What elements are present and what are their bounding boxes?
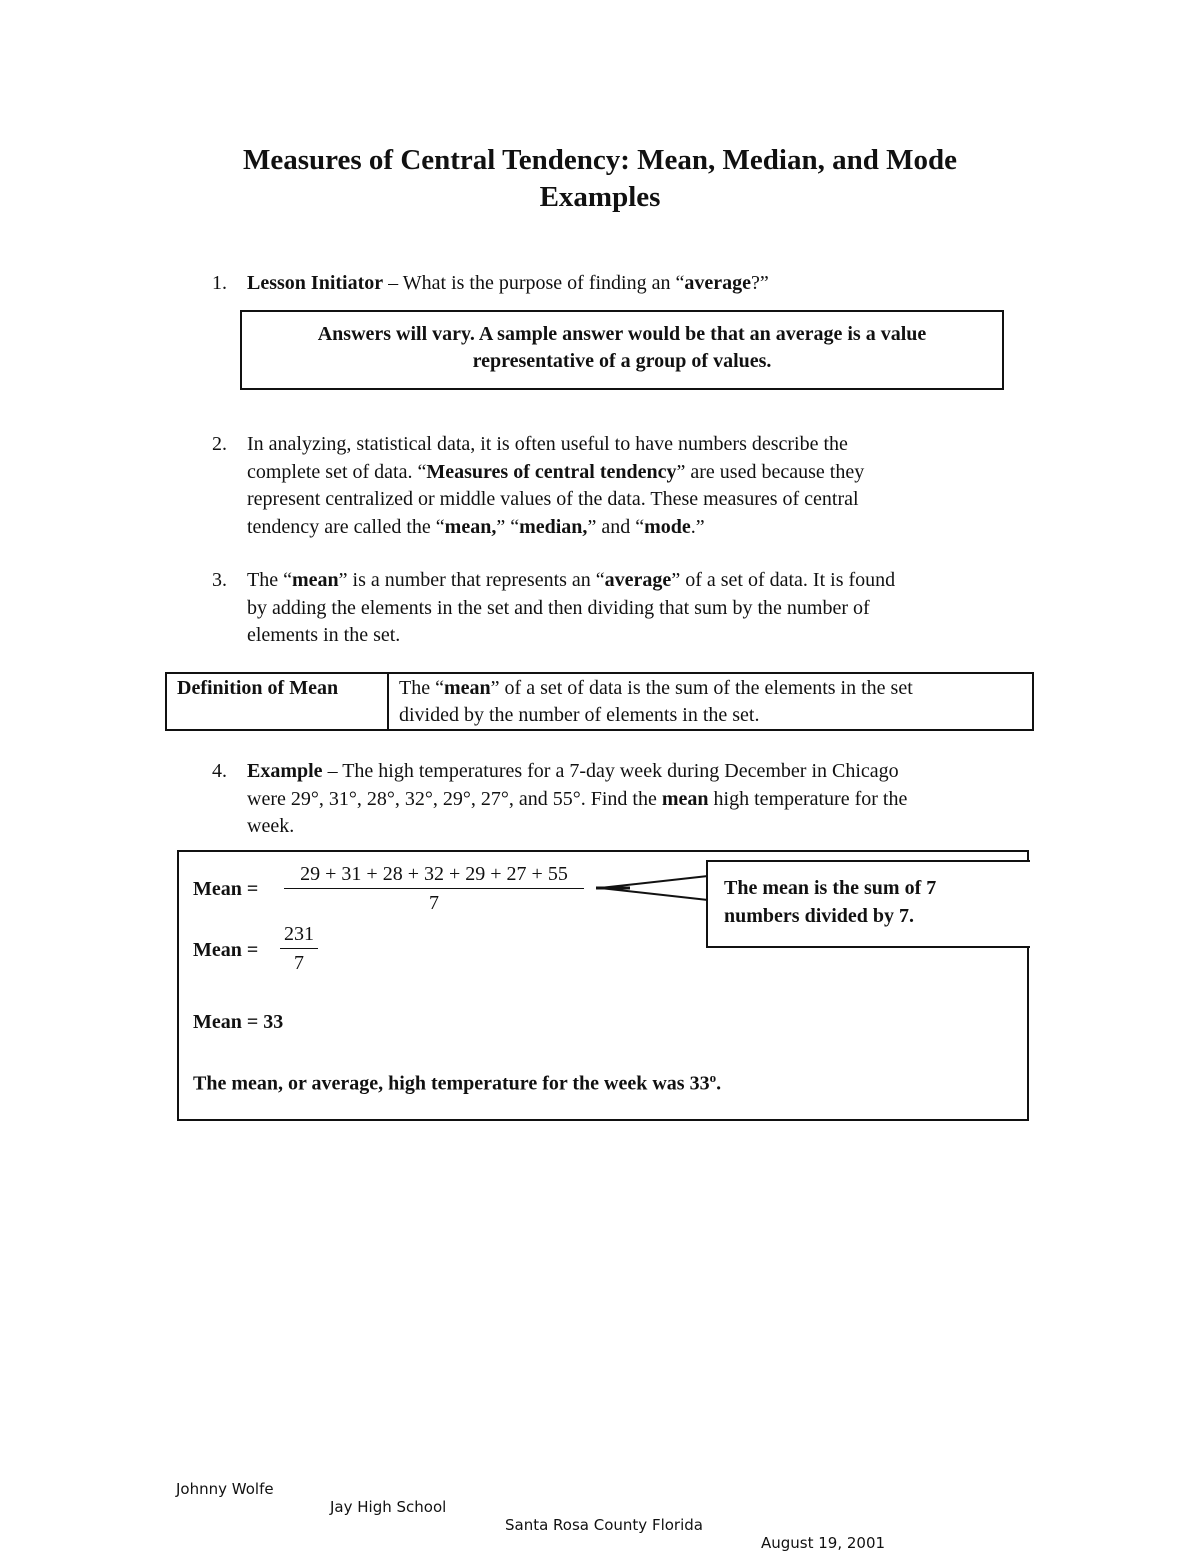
item-4-line-2 xyxy=(247,786,1037,814)
item-2-line-4-a: tendency are called the “ xyxy=(247,515,445,538)
definition-bold-mean: mean xyxy=(443,677,491,699)
title-line-2: Examples xyxy=(539,181,661,213)
item-2-bold-median: median, xyxy=(519,515,588,538)
fraction-1 xyxy=(284,862,584,915)
item-2-line-3: represent centralized or middle values of the data. These measures of central xyxy=(247,488,859,510)
item-2-number: 2. xyxy=(212,433,227,455)
definition-header: Definition of Mean xyxy=(166,673,388,730)
item-2-line-2 xyxy=(247,459,1037,487)
item-2-bold-mean: mean, xyxy=(444,515,497,538)
item-4-line-1-text: – The high temperatures for a 7-day week during December in Chicago xyxy=(322,760,899,782)
item-4-line-2-a: were 29°, 31°, 28°, 32°, 29°, 27°, and 55°. Find the xyxy=(247,787,662,810)
answer-line-1: Answers will vary. A sample answer would be that an average is a value xyxy=(317,323,927,345)
item-2-bold-measures: Measures of central tendency xyxy=(426,460,677,483)
item-3-text xyxy=(247,567,1037,650)
item-2-line-4-g: .” xyxy=(690,515,705,538)
denominator-2: 7 xyxy=(294,952,304,974)
item-3-bold-mean: mean xyxy=(291,569,339,591)
item-3-number: 3. xyxy=(212,569,227,591)
footer-school: Jay High School xyxy=(330,1498,447,1516)
definition-text-d: divided by the number of elements in the set. xyxy=(399,704,760,726)
mean-result: Mean = 33 xyxy=(193,1011,284,1033)
item-3-line-2: by adding the elements in the set and then dividing that sum by the number of xyxy=(247,596,870,619)
fraction-bar-1 xyxy=(284,888,584,889)
item-1-number: 1. xyxy=(212,272,227,294)
item-2-line-1: In analyzing, statistical data, it is often useful to have numbers describe the xyxy=(247,433,848,455)
item-2-text xyxy=(247,431,1037,541)
item-3-line-1 xyxy=(247,567,1037,595)
item-2-line-2-a: complete set of data. “ xyxy=(247,460,427,483)
answer-box xyxy=(240,310,1004,390)
item-2-line-4 xyxy=(247,514,1037,542)
footer-date: August 19, 2001 xyxy=(761,1534,886,1552)
item-4-label: Example xyxy=(247,760,323,782)
item-2-line-4-c: ” “ xyxy=(496,515,520,538)
numerator-1: 29 + 31 + 28 + 32 + 29 + 27 + 55 xyxy=(300,863,568,885)
denominator-1: 7 xyxy=(429,892,439,914)
title-line-1: Measures of Central Tendency: Mean, Median, and Mode xyxy=(243,144,957,176)
item-3-line-1-c: ” is a number that represents an “ xyxy=(338,569,605,591)
item-4-line-2-c: high temperature for the xyxy=(708,787,908,810)
footer-author: Johnny Wolfe xyxy=(176,1480,274,1498)
callout-pointer xyxy=(590,860,720,910)
conclusion-period: . xyxy=(716,1072,722,1095)
degree-sup: o xyxy=(709,1070,717,1085)
mean-label-1: Mean = xyxy=(193,878,259,900)
definition-row xyxy=(166,673,1033,730)
callout-box xyxy=(706,860,1030,948)
mean-label-2: Mean = xyxy=(193,939,259,961)
conclusion xyxy=(193,1066,721,1096)
conclusion-text: The mean, or average, high temperature for the week was 33 xyxy=(193,1072,710,1095)
footer xyxy=(176,1462,886,1552)
callout-line-1: The mean is the sum of 7 xyxy=(724,877,937,899)
definition-text-a: The “ xyxy=(399,677,444,699)
footer-county: Santa Rosa County Florida xyxy=(505,1516,703,1534)
definition-text-c: ” of a set of data is the sum of the elements in the set xyxy=(490,677,913,699)
item-4-line-1 xyxy=(247,758,1037,786)
item-4-bold-mean: mean xyxy=(661,787,709,810)
item-3-line-1-e: ” of a set of data. It is found xyxy=(671,569,896,591)
callout-line-2: numbers divided by 7. xyxy=(724,905,915,927)
item-1-label: Lesson Initiator xyxy=(247,272,384,294)
item-2-line-4-e: ” and “ xyxy=(587,515,645,538)
item-4-text xyxy=(247,758,1037,841)
item-1-question: – What is the purpose of finding an “ xyxy=(383,272,685,294)
item-4-number: 4. xyxy=(212,760,227,782)
item-3-line-3: elements in the set. xyxy=(247,624,401,646)
definition-table xyxy=(165,672,1034,731)
item-2-line-2-c: ” are used because they xyxy=(676,460,865,483)
item-3-line-1-a: The “ xyxy=(247,569,292,591)
item-1-bold-average: average xyxy=(684,272,751,294)
page-title xyxy=(150,142,1050,216)
item-3-bold-average: average xyxy=(604,569,672,591)
item-1-text xyxy=(247,270,1037,298)
item-4-line-3: week. xyxy=(247,815,295,837)
item-2-bold-mode: mode xyxy=(644,515,691,538)
numerator-2: 231 xyxy=(284,923,314,945)
fraction-2 xyxy=(280,922,318,975)
fraction-bar-2 xyxy=(280,948,318,949)
definition-text xyxy=(388,673,1033,730)
item-1-end: ?” xyxy=(751,272,769,294)
answer-line-2: representative of a group of values. xyxy=(472,350,772,372)
